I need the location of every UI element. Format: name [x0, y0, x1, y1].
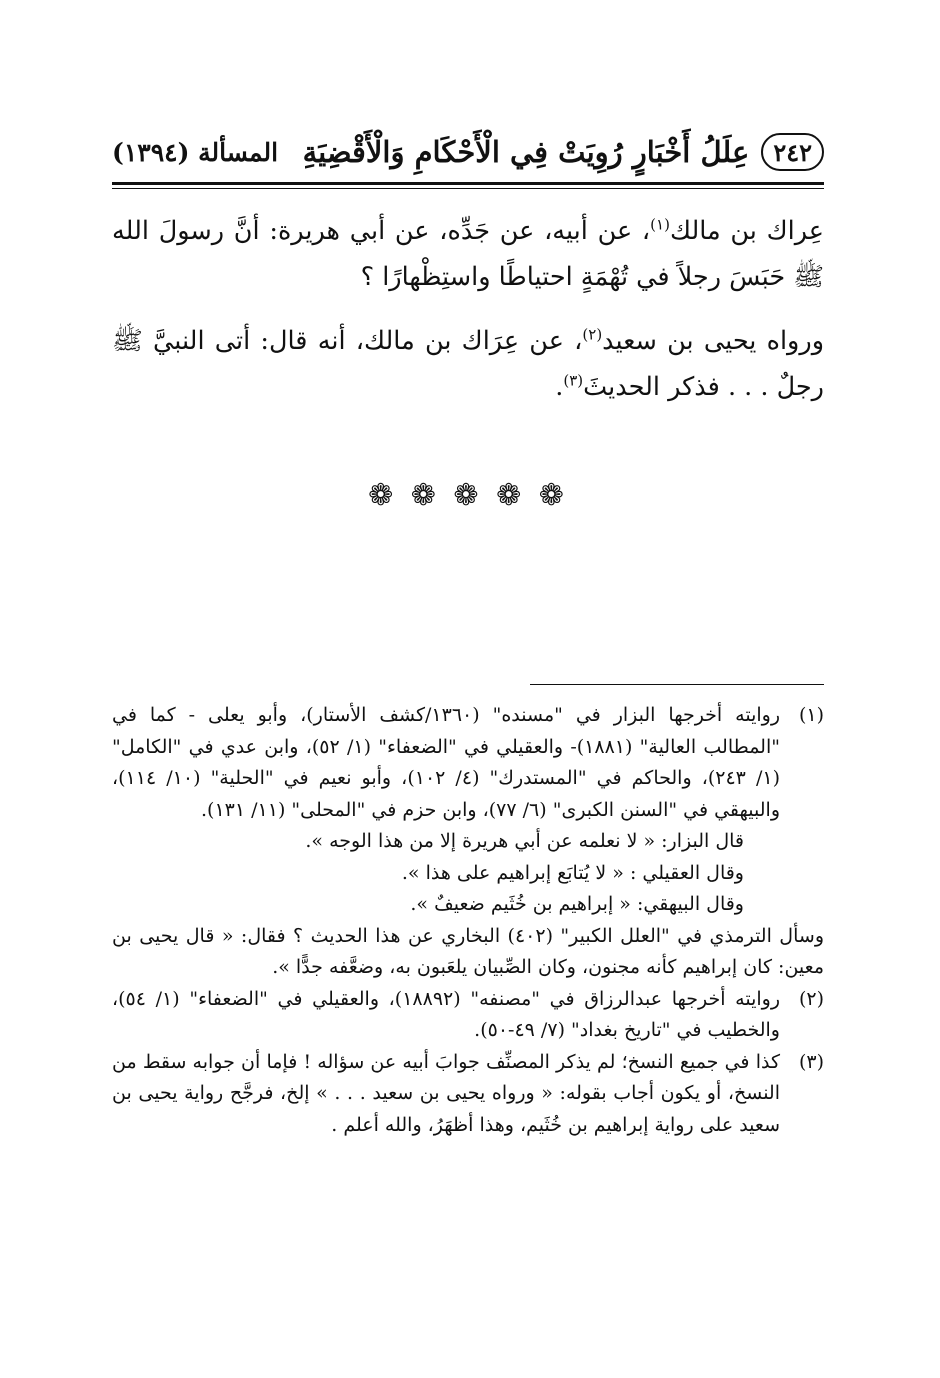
footnote-body — [112, 700, 780, 921]
footnote-body — [112, 984, 780, 1047]
main-paragraph-1 — [112, 208, 824, 300]
footnote-ref-2: (٢) — [582, 325, 603, 344]
footnote-number: (٣) — [798, 1050, 824, 1073]
footnote-text: روايته أخرجها البزار في "مسنده" (١٣٦٠/كشف الأستار)، وأبو يعلى - كما في "المطالب العالية" (١٨٨١)- والعقيلي في "الضعفاء" (١/ ٥٢)، وابن عدي في "الكامل" (١/ ٢٤٣)، والحاكم في "المستدرك" (٤/ ١٠٢)، وأبو نعيم في "الحلية" (١٠/ ١١٤)، والبيهقي في "السنن الكبرى" (٦/ ٧٧)، وابن حزم في "المحلى" (١١/ ١٣١). — [112, 704, 781, 821]
footnote-3 — [112, 1047, 824, 1142]
main-text-segment: ، عن عِرَاك بن مالك، أنه قال: أتى النبيَّ ﷺ رجلٌ . . . فذكر الحديثَ — [112, 326, 824, 402]
footnotes — [112, 700, 824, 1141]
footnote-quote: قال البزار: « لا نعلمه عن أبي هريرة إلا من هذا الوجه ». — [305, 830, 744, 852]
page-number: ٢٤٢ — [761, 133, 824, 171]
footnote-text: وسأل الترمذي في "العلل الكبير" (٤٠٢) البخاري عن هذا الحديث ؟ فقال: « قال يحيى بن معين: كان إبراهيم كأنه مجنون، وكان الصِّبيان يلعَبون به، وضعَّفه جدًّا ». — [112, 924, 824, 978]
footnote-1 — [112, 700, 824, 921]
main-text-segment: . — [555, 372, 564, 402]
footnote-text: كذا في جميع النسخ؛ لم يذكر المصنِّف جوابَ أبيه عن سؤاله ! فإما أن جوابه سقط من النسخ، أو يكون أجاب بقوله: « ورواه يحيى بن سعيد . . . » إلخ، فرجَّح رواية يحيى بن سعيد على رواية إبراهيم بن خُثَيم، وهذا أظهَرُ، والله أعلم . — [112, 1050, 780, 1136]
section-ornament: ❁ ❁ ❁ ❁ ❁ — [368, 478, 568, 513]
footnote-body — [112, 1047, 780, 1142]
main-text — [112, 208, 824, 428]
main-text-segment: ورواه يحيى بن سعيد — [602, 326, 825, 356]
footnote-body — [112, 921, 824, 984]
footnote-quote: وقال العقيلي : « لا يُتابَع إبراهيم على هذا ». — [401, 861, 744, 884]
footnote-number: (٢) — [798, 987, 824, 1010]
header-rule-thin — [112, 188, 824, 189]
footnote-text: روايته أخرجها عبدالرزاق في "مصنفه" (١٨٨٩٢)، والعقيلي في "الضعفاء" (١/ ٥٤)، والخطيب في "تاريخ بغداد" (٧/ ٤٩-٥٠). — [112, 987, 780, 1041]
footnote-ref-1: (١) — [650, 215, 670, 234]
header-rule — [112, 182, 824, 185]
main-paragraph-2 — [112, 318, 824, 410]
footnote-separator — [530, 684, 824, 685]
issue-label: المسألة (١٣٩٤) — [112, 137, 279, 167]
footnote-quote: وقال البيهقي: « إبراهيم بن خُثَيم ضعيفٌ ». — [410, 893, 744, 915]
main-text-segment: ، عن أبيه، عن جَدِّه، عن أبي هريرة: أنَّ رسولَ الله ﷺ حَبَسَ رجلاً في تُهْمَةٍ احتياطًا واستِظْهارًا ؟ — [112, 216, 824, 292]
footnote-number: (١) — [798, 704, 824, 726]
footnote-2 — [112, 984, 824, 1047]
footnote-ref-3: (٣) — [563, 371, 584, 390]
running-header — [112, 128, 824, 176]
header-title-group — [303, 133, 824, 171]
book-title: عِلَلُ أَخْبَارٍ رُوِيَتْ فِي الْأَحْكَامِ وَالْأَقْضِيَةِ — [302, 135, 750, 169]
main-text-segment: عِراك بن مالك — [669, 216, 824, 246]
footnote-1-tail — [112, 921, 824, 984]
